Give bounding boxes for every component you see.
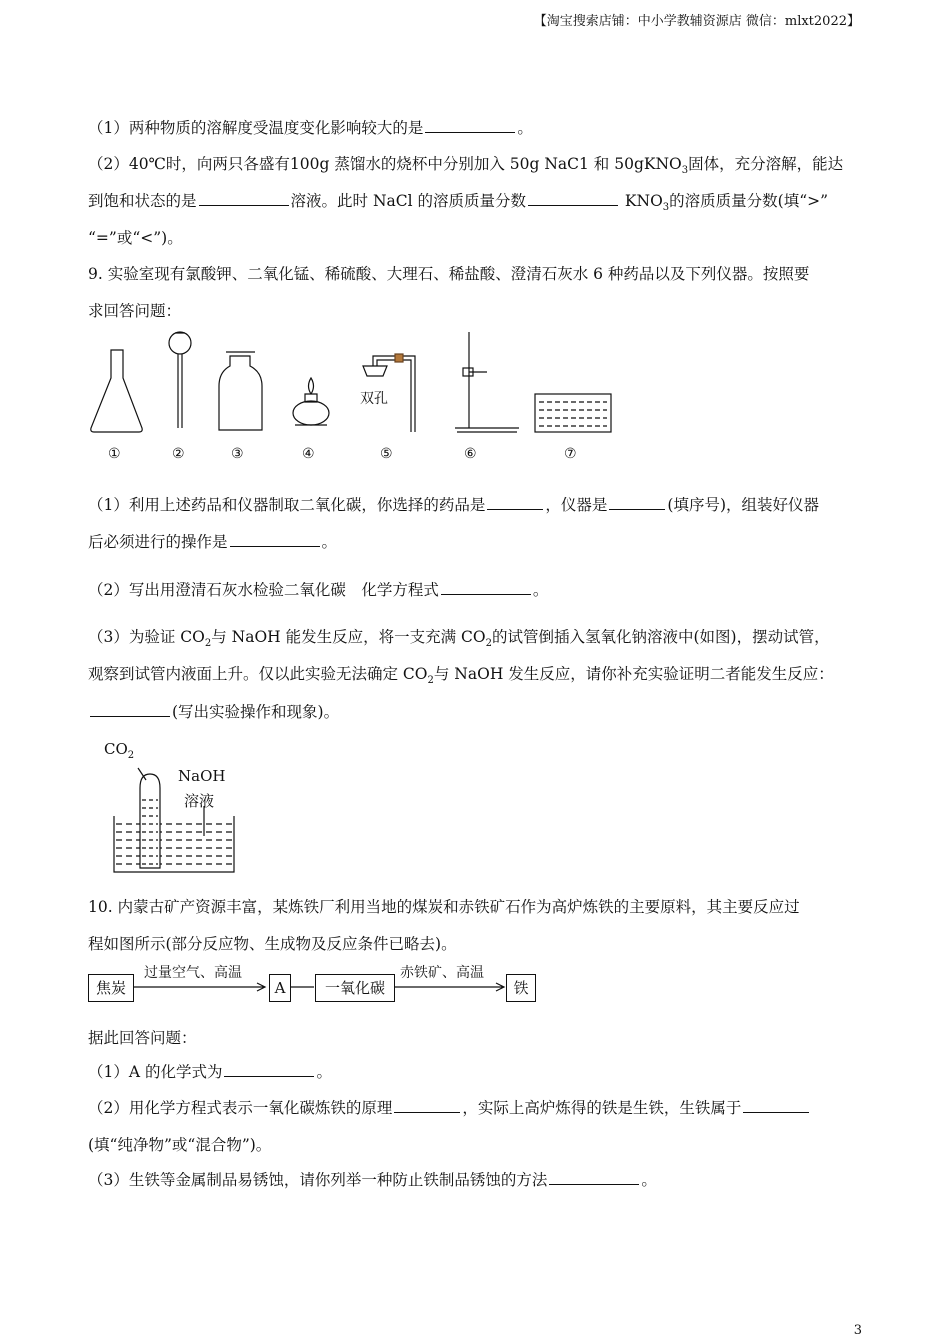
q9-part3-line2: 观察到试管内液面上升。仅以此实验无法确定 $CO_2$与 NaOH 发生反应，请你补充实验证明二者能发生反应： (88, 665, 834, 687)
q8-part1: （1）两种物质的溶解度受温度变化影响较大的是 。 (88, 119, 533, 137)
q10-part3: （3）生铁等金属制品易锈蚀，请你列举一种防止铁制品锈蚀的方法 。 (88, 1171, 657, 1189)
flow-arrow2 (394, 980, 506, 994)
answer-blank[interactable] (199, 191, 289, 206)
apparatus-label-2: ② (172, 446, 185, 462)
apparatus-label-7: ⑦ (564, 446, 577, 462)
apparatus-label-6: ⑥ (464, 446, 477, 462)
flow-arrow1 (133, 980, 269, 994)
answer-blank[interactable] (224, 1062, 314, 1077)
q10-part2-line1: （2）用化学方程式表示一氧化碳炼铁的原理 ，实际上高炉炼得的铁是生铁，生铁属于 (88, 1096, 811, 1118)
answer-blank[interactable] (549, 1170, 639, 1185)
answer-blank[interactable] (394, 1098, 460, 1113)
q10-intro: 据此回答问题： (88, 1029, 197, 1047)
page-number: 3 (853, 1323, 862, 1338)
q9-part3-line3: (写出实验操作和现象)。 (88, 700, 339, 722)
alcohol-lamp-icon (293, 378, 329, 425)
apparatus-label-4: ④ (302, 446, 315, 462)
q10-stem-line1: 10. 内蒙古矿产资源丰富，某炼铁厂利用当地的煤炭和赤铁矿石作为高炉炼铁的主要原料，其主要反应过 (88, 898, 800, 916)
q9-part1-line1: （1）利用上述药品和仪器制取二氧化碳，你选择的药品是 ，仪器是 (填序号)，组装好仪器 (88, 496, 819, 514)
long-neck-funnel-icon (169, 332, 191, 428)
flow-box-coke: 焦炭 (88, 974, 134, 1002)
water-trough-icon (535, 394, 611, 432)
two-hole-label: 双孔 (360, 391, 388, 407)
gas-jar-icon (219, 352, 262, 430)
answer-blank[interactable] (528, 191, 618, 206)
answer-blank[interactable] (487, 495, 543, 510)
solution-label: 溶液 (184, 792, 215, 810)
answer-blank[interactable] (441, 580, 531, 595)
answer-blank[interactable] (609, 495, 665, 510)
q8-part2-line3: “=”或“<”)。 (88, 229, 183, 247)
q9-stem-line2: 求回答问题： (88, 302, 182, 320)
answer-blank[interactable] (230, 532, 320, 547)
page-header: 【淘宝搜索店铺：中小学教辅资源店 微信：mlxt2022】 (533, 14, 860, 29)
q10-part1: （1）A 的化学式为 。 (88, 1063, 332, 1081)
q9-stem-line1: 9. 实验室现有氯酸钾、二氧化锰、稀硫酸、大理石、稀盐酸、澄清石灰水 6 种药品以及下列仪器。按照要 (88, 265, 810, 283)
co2-label: $CO_2$ (104, 740, 135, 761)
q10-stem-line2: 程如图所示(部分反应物、生成物及反应条件已略去)。 (88, 935, 457, 953)
q8-part2-line1: （2）40℃时，向两只各盛有100g 蒸馏水的烧杯中分别加入 50g NaC1 和 50gKNO$_3$固体，充分溶解，能达 (88, 155, 844, 177)
flow-box-iron: 铁 (506, 974, 536, 1002)
q9-part1-line2: 后必须进行的操作是 。 (88, 533, 338, 551)
flow-connector (290, 980, 316, 994)
flow-arrow2-label: 赤铁矿、高温 (400, 965, 484, 981)
iron-stand-icon (455, 332, 519, 432)
apparatus-figure (85, 328, 625, 440)
answer-blank[interactable] (425, 118, 515, 133)
flow-arrow1-label: 过量空气、高温 (144, 965, 242, 981)
apparatus-label-3: ③ (231, 446, 244, 462)
q8-part2-line2: 到饱和状态的是 溶液。此时 NaCl 的溶质质量分数 $KNO_3$的溶质质量分数(填“>” (88, 192, 829, 214)
q10-part2-line2: (填“纯净物”或“混合物”)。 (88, 1136, 272, 1154)
answer-blank[interactable] (743, 1098, 809, 1113)
apparatus-label-5: ⑤ (380, 446, 393, 462)
answer-blank[interactable] (90, 702, 170, 717)
flow-box-a: A (269, 974, 291, 1002)
conical-flask-icon (91, 350, 142, 432)
q9-part3-line1: （3）为验证 $CO_2$与 NaOH 能发生反应，将一支充满 $CO_2$的试管倒插入氢氧化钠溶液中(如图)，摆动试管， (88, 628, 830, 650)
naoh-label: NaOH (178, 767, 226, 785)
flow-box-co: 一氧化碳 (315, 974, 395, 1002)
q9-part2: （2）写出用澄清石灰水检验二氧化碳 化学方程式 。 (88, 581, 549, 599)
apparatus-label-1: ① (108, 446, 121, 462)
